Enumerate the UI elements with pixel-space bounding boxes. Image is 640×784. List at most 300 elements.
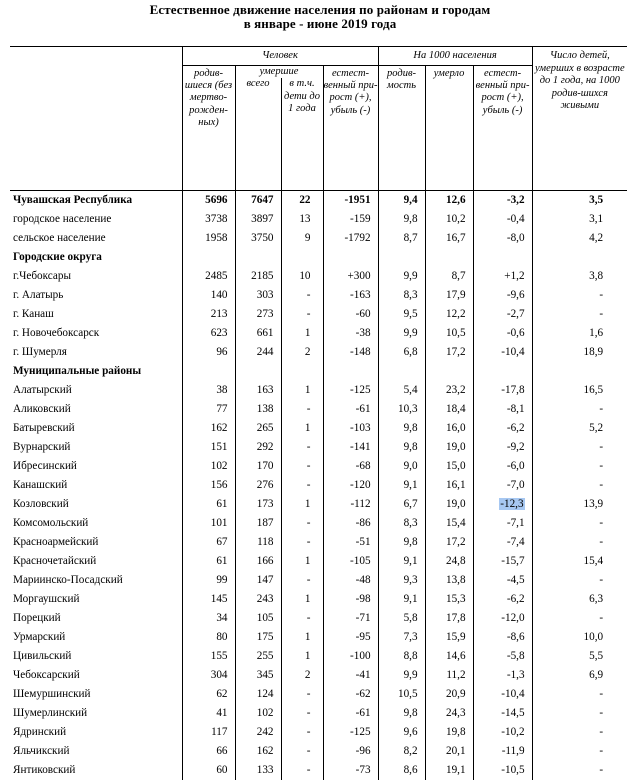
- cell-deaths: 163: [235, 381, 281, 400]
- table-row: [10, 229, 627, 248]
- cell-infants: -: [281, 609, 323, 628]
- table-row: [10, 514, 627, 533]
- row-label: г.Чебоксары: [13, 270, 71, 282]
- cell-im: 10,0: [532, 628, 627, 647]
- cell-deaths: 303: [235, 286, 281, 305]
- cell-nr: -1,3: [473, 666, 532, 685]
- cell-change: -61: [323, 704, 378, 723]
- row-label: Урмарский: [13, 631, 66, 643]
- cell-deaths: 243: [235, 590, 281, 609]
- cell-dr: 17,8: [425, 609, 473, 628]
- header-deaths-infants: в т.ч. дети до 1 года: [281, 78, 323, 190]
- table-row: [10, 666, 627, 685]
- header-per1000: На 1000 населения: [378, 47, 532, 66]
- cell-infants: 2: [281, 666, 323, 685]
- cell-born: 34: [182, 609, 235, 628]
- cell-infants: 10: [281, 267, 323, 286]
- row-label: Шемуршинский: [13, 688, 91, 700]
- cell-deaths: 292: [235, 438, 281, 457]
- cell-im: 15,4: [532, 552, 627, 571]
- cell-born: 99: [182, 571, 235, 590]
- cell-dr: 15,3: [425, 590, 473, 609]
- cell-im: 3,1: [532, 210, 627, 229]
- cell-change: -51: [323, 533, 378, 552]
- cell-born: 2485: [182, 267, 235, 286]
- cell-dr: 10,5: [425, 324, 473, 343]
- table-row: [10, 400, 627, 419]
- cell-deaths: 105: [235, 609, 281, 628]
- header-people: Человек: [182, 47, 378, 66]
- table-row: [10, 267, 627, 286]
- cell-im: -: [532, 742, 627, 761]
- header-natural-change: естест-венный при-рост (+), убыль (-): [323, 66, 378, 191]
- table-row: [10, 381, 627, 400]
- cell-nr: -3,2: [473, 191, 532, 210]
- cell-change: -141: [323, 438, 378, 457]
- cell-change: -120: [323, 476, 378, 495]
- cell-nr: -10,2: [473, 723, 532, 742]
- row-label: Шумерлинский: [13, 707, 88, 719]
- cell-nr: -5,8: [473, 647, 532, 666]
- cell-change: -1792: [323, 229, 378, 248]
- cell-nr: [473, 495, 532, 514]
- cell-br: 5,8: [378, 609, 425, 628]
- cell-nr: -0,6: [473, 324, 532, 343]
- cell-dr: 15,0: [425, 457, 473, 476]
- table-row: [10, 571, 627, 590]
- cell-deaths: 3897: [235, 210, 281, 229]
- cell-im: 6,3: [532, 590, 627, 609]
- cell-infants: 1: [281, 628, 323, 647]
- cell-change: -62: [323, 685, 378, 704]
- cell-born: 102: [182, 457, 235, 476]
- header-death-rate: умерло: [425, 66, 473, 191]
- cell-dr: 24,3: [425, 704, 473, 723]
- cell-deaths: 138: [235, 400, 281, 419]
- cell-change: -60: [323, 305, 378, 324]
- table-row: [10, 476, 627, 495]
- cell-deaths: 255: [235, 647, 281, 666]
- cell-br: 9,8: [378, 419, 425, 438]
- cell-br: 9,5: [378, 305, 425, 324]
- cell-dr: 15,9: [425, 628, 473, 647]
- header-deaths-total: всего: [235, 78, 281, 190]
- cell-im: 3,5: [532, 191, 627, 210]
- cell-change: -71: [323, 609, 378, 628]
- cell-im: -: [532, 305, 627, 324]
- cell-nr: -10,4: [473, 685, 532, 704]
- cell-br: 9,8: [378, 533, 425, 552]
- cell-nr: -10,5: [473, 761, 532, 780]
- cell-change: -38: [323, 324, 378, 343]
- table-row: [10, 761, 627, 780]
- cell-im: 4,2: [532, 229, 627, 248]
- cell-change: -105: [323, 552, 378, 571]
- cell-infants: 1: [281, 647, 323, 666]
- header-born: родив-шиеся (без мертво-рожден-ных): [182, 66, 235, 191]
- cell-born: 213: [182, 305, 235, 324]
- cell-born: 155: [182, 647, 235, 666]
- cell-change: -125: [323, 381, 378, 400]
- cell-change: -125: [323, 723, 378, 742]
- cell-change: -95: [323, 628, 378, 647]
- row-label: Алатырский: [13, 384, 72, 396]
- cell-nr: -0,4: [473, 210, 532, 229]
- cell-deaths: 273: [235, 305, 281, 324]
- row-label: Аликовский: [13, 403, 71, 415]
- cell-im: 5,2: [532, 419, 627, 438]
- cell-dr: 10,2: [425, 210, 473, 229]
- cell-born: 80: [182, 628, 235, 647]
- cell-born: 151: [182, 438, 235, 457]
- cell-br: 8,6: [378, 761, 425, 780]
- table-row: [10, 305, 627, 324]
- table-row: [10, 210, 627, 229]
- cell-dr: 12,2: [425, 305, 473, 324]
- cell-change: +300: [323, 267, 378, 286]
- cell-nr: -14,5: [473, 704, 532, 723]
- cell-im: -: [532, 609, 627, 628]
- cell-deaths: 265: [235, 419, 281, 438]
- header-infant-mortality: Число детей, умерших в возрасте до 1 года, на 1000 родив-шихся живыми: [532, 47, 627, 191]
- region-header: [10, 47, 182, 191]
- cell-infants: -: [281, 742, 323, 761]
- cell-im: -: [532, 685, 627, 704]
- cell-dr: 19,1: [425, 761, 473, 780]
- row-label: Яльчикский: [13, 745, 70, 757]
- selected-value-highlight[interactable]: -12,3: [500, 498, 524, 510]
- row-label: Моргаушский: [13, 593, 80, 605]
- cell-nr: -10,4: [473, 343, 532, 362]
- cell-nr: -7,0: [473, 476, 532, 495]
- row-label: сельское население: [13, 232, 106, 244]
- cell-dr: 16,0: [425, 419, 473, 438]
- cell-dr: 16,1: [425, 476, 473, 495]
- cell-deaths: 170: [235, 457, 281, 476]
- cell-im: -: [532, 571, 627, 590]
- cell-born: 145: [182, 590, 235, 609]
- cell-change: -98: [323, 590, 378, 609]
- cell-infants: 1: [281, 381, 323, 400]
- header-deaths: умершие: [235, 66, 323, 79]
- cell-br: 9,6: [378, 723, 425, 742]
- cell-nr: -12,0: [473, 609, 532, 628]
- cell-born: 5696: [182, 191, 235, 210]
- cell-infants: 2: [281, 343, 323, 362]
- cell-infants: -: [281, 533, 323, 552]
- population-table: [10, 46, 627, 780]
- row-label: г. Канаш: [13, 308, 54, 320]
- cell-nr: -7,4: [473, 533, 532, 552]
- cell-change: -86: [323, 514, 378, 533]
- cell-dr: 20,9: [425, 685, 473, 704]
- table-body: [10, 191, 627, 780]
- cell-deaths: 175: [235, 628, 281, 647]
- cell-dr: 12,6: [425, 191, 473, 210]
- cell-deaths: 276: [235, 476, 281, 495]
- cell-im: -: [532, 514, 627, 533]
- cell-infants: -: [281, 514, 323, 533]
- cell-br: 8,3: [378, 514, 425, 533]
- cell-deaths: 133: [235, 761, 281, 780]
- cell-dr: 19,0: [425, 438, 473, 457]
- section-header: [10, 248, 627, 267]
- cell-deaths: 2185: [235, 267, 281, 286]
- cell-born: 101: [182, 514, 235, 533]
- table-row: [10, 533, 627, 552]
- section-header: [10, 362, 627, 381]
- cell-im: -: [532, 723, 627, 742]
- cell-dr: 16,7: [425, 229, 473, 248]
- cell-born: 60: [182, 761, 235, 780]
- cell-deaths: 173: [235, 495, 281, 514]
- cell-deaths: 242: [235, 723, 281, 742]
- cell-infants: -: [281, 476, 323, 495]
- cell-br: 9,3: [378, 571, 425, 590]
- cell-born: 140: [182, 286, 235, 305]
- table-row: [10, 495, 627, 514]
- cell-im: 1,6: [532, 324, 627, 343]
- cell-born: 117: [182, 723, 235, 742]
- cell-nr: -8,6: [473, 628, 532, 647]
- cell-im: -: [532, 704, 627, 723]
- cell-dr: 14,6: [425, 647, 473, 666]
- cell-deaths: 244: [235, 343, 281, 362]
- table-row: [10, 438, 627, 457]
- cell-dr: 19,8: [425, 723, 473, 742]
- cell-deaths: 661: [235, 324, 281, 343]
- table-row: [10, 628, 627, 647]
- cell-deaths: 7647: [235, 191, 281, 210]
- table-row: [10, 457, 627, 476]
- cell-infants: -: [281, 723, 323, 742]
- cell-im: -: [532, 400, 627, 419]
- cell-dr: 15,4: [425, 514, 473, 533]
- table-row: [10, 343, 627, 362]
- row-label: Вурнарский: [13, 441, 71, 453]
- table-row: [10, 552, 627, 571]
- cell-infants: 1: [281, 590, 323, 609]
- cell-nr: -17,8: [473, 381, 532, 400]
- cell-change: -48: [323, 571, 378, 590]
- cell-im: 3,8: [532, 267, 627, 286]
- cell-infants: -: [281, 305, 323, 324]
- cell-dr: 24,8: [425, 552, 473, 571]
- cell-nr: -2,7: [473, 305, 532, 324]
- row-label: г. Новочебоксарск: [13, 327, 100, 339]
- cell-born: 3738: [182, 210, 235, 229]
- cell-br: 9,1: [378, 476, 425, 495]
- row-label: Канашский: [13, 479, 68, 491]
- cell-br: 10,3: [378, 400, 425, 419]
- row-label: Янтиковский: [13, 764, 76, 776]
- cell-dr: 20,1: [425, 742, 473, 761]
- table-row: [10, 590, 627, 609]
- cell-deaths: 102: [235, 704, 281, 723]
- cell-dr: 13,8: [425, 571, 473, 590]
- cell-im: -: [532, 457, 627, 476]
- cell-dr: 18,4: [425, 400, 473, 419]
- cell-change: -1951: [323, 191, 378, 210]
- cell-change: -68: [323, 457, 378, 476]
- cell-infants: -: [281, 438, 323, 457]
- cell-born: 41: [182, 704, 235, 723]
- cell-dr: 23,2: [425, 381, 473, 400]
- cell-nr: -8,0: [473, 229, 532, 248]
- cell-nr: -11,9: [473, 742, 532, 761]
- cell-im: -: [532, 286, 627, 305]
- cell-born: 67: [182, 533, 235, 552]
- cell-br: 6,8: [378, 343, 425, 362]
- table-row: [10, 723, 627, 742]
- title-line-1: Естественное движение населения по районам и городам: [149, 2, 491, 17]
- cell-born: 304: [182, 666, 235, 685]
- cell-deaths: 118: [235, 533, 281, 552]
- cell-infants: 1: [281, 324, 323, 343]
- cell-change: -159: [323, 210, 378, 229]
- cell-nr: -6,2: [473, 419, 532, 438]
- table-row: [10, 685, 627, 704]
- table-row: [10, 704, 627, 723]
- row-label: Ибресинский: [13, 460, 77, 472]
- cell-im: 16,5: [532, 381, 627, 400]
- row-label: Цивильский: [13, 650, 72, 662]
- cell-deaths: 147: [235, 571, 281, 590]
- cell-infants: 9: [281, 229, 323, 248]
- cell-change: -148: [323, 343, 378, 362]
- cell-born: 156: [182, 476, 235, 495]
- row-label: Чувашская Республика: [10, 191, 182, 210]
- table-row: [10, 324, 627, 343]
- cell-deaths: 124: [235, 685, 281, 704]
- cell-deaths: 162: [235, 742, 281, 761]
- cell-infants: 1: [281, 495, 323, 514]
- cell-br: 9,9: [378, 267, 425, 286]
- cell-infants: 13: [281, 210, 323, 229]
- cell-dr: 17,9: [425, 286, 473, 305]
- header-natural-rate: естест-венный при-рост (+), убыль (-): [473, 66, 532, 191]
- cell-br: 9,1: [378, 552, 425, 571]
- title-line-2: в январе - июне 2019 года: [243, 16, 397, 31]
- row-label: Комсомольский: [13, 517, 89, 529]
- table-row: [10, 286, 627, 305]
- cell-dr: 11,2: [425, 666, 473, 685]
- table-row: [10, 647, 627, 666]
- cell-infants: 1: [281, 419, 323, 438]
- cell-nr: -4,5: [473, 571, 532, 590]
- cell-change: -96: [323, 742, 378, 761]
- cell-dr: 17,2: [425, 343, 473, 362]
- cell-born: 38: [182, 381, 235, 400]
- row-label: Красночетайский: [13, 555, 97, 567]
- cell-deaths: 3750: [235, 229, 281, 248]
- cell-im: 18,9: [532, 343, 627, 362]
- cell-im: 6,9: [532, 666, 627, 685]
- cell-br: 9,8: [378, 438, 425, 457]
- row-label: Чебоксарский: [13, 669, 80, 681]
- row-label: Козловский: [13, 498, 69, 510]
- cell-br: 9,1: [378, 590, 425, 609]
- cell-deaths: 345: [235, 666, 281, 685]
- cell-change: -103: [323, 419, 378, 438]
- cell-im: -: [532, 476, 627, 495]
- cell-br: 9,9: [378, 666, 425, 685]
- cell-im: 5,5: [532, 647, 627, 666]
- cell-br: 7,3: [378, 628, 425, 647]
- header-birth-rate: родив-мость: [378, 66, 425, 191]
- row-label: Ядринский: [13, 726, 67, 738]
- cell-born: 162: [182, 419, 235, 438]
- row-label: Порецкий: [13, 612, 61, 624]
- cell-infants: -: [281, 571, 323, 590]
- cell-br: 10,5: [378, 685, 425, 704]
- cell-br: 8,8: [378, 647, 425, 666]
- cell-br: 8,3: [378, 286, 425, 305]
- section-title: Городские округа: [13, 251, 102, 263]
- cell-born: 66: [182, 742, 235, 761]
- cell-deaths: 187: [235, 514, 281, 533]
- cell-nr: -9,6: [473, 286, 532, 305]
- cell-born: 1958: [182, 229, 235, 248]
- document-title: [0, 0, 640, 31]
- cell-change: -100: [323, 647, 378, 666]
- cell-nr: -15,7: [473, 552, 532, 571]
- cell-br: 9,4: [378, 191, 425, 210]
- row-label: г. Шумерля: [13, 346, 67, 358]
- cell-infants: -: [281, 286, 323, 305]
- cell-born: 61: [182, 495, 235, 514]
- cell-born: 77: [182, 400, 235, 419]
- cell-nr: -6,0: [473, 457, 532, 476]
- cell-infants: -: [281, 761, 323, 780]
- cell-br: 6,7: [378, 495, 425, 514]
- cell-change: -73: [323, 761, 378, 780]
- row-label: г. Алатырь: [13, 289, 64, 301]
- cell-infants: -: [281, 685, 323, 704]
- cell-born: 623: [182, 324, 235, 343]
- row-label: Батыревский: [13, 422, 75, 434]
- cell-dr: 19,0: [425, 495, 473, 514]
- cell-born: 96: [182, 343, 235, 362]
- cell-nr: -8,1: [473, 400, 532, 419]
- cell-im: -: [532, 533, 627, 552]
- table-row: [10, 609, 627, 628]
- cell-im: -: [532, 438, 627, 457]
- cell-infants: -: [281, 400, 323, 419]
- cell-br: 8,7: [378, 229, 425, 248]
- cell-br: 9,0: [378, 457, 425, 476]
- cell-br: 9,8: [378, 210, 425, 229]
- cell-im: 13,9: [532, 495, 627, 514]
- table-row: [10, 742, 627, 761]
- cell-deaths: 166: [235, 552, 281, 571]
- cell-nr: -9,2: [473, 438, 532, 457]
- cell-infants: 1: [281, 552, 323, 571]
- cell-br: 9,9: [378, 324, 425, 343]
- cell-dr: 17,2: [425, 533, 473, 552]
- cell-born: 61: [182, 552, 235, 571]
- cell-dr: 8,7: [425, 267, 473, 286]
- cell-br: 9,8: [378, 704, 425, 723]
- cell-br: 5,4: [378, 381, 425, 400]
- row-label: Мариинско-Посадский: [13, 574, 123, 586]
- cell-nr: -6,2: [473, 590, 532, 609]
- table-row: [10, 419, 627, 438]
- table-row: [10, 191, 627, 210]
- cell-nr: +1,2: [473, 267, 532, 286]
- cell-change: -41: [323, 666, 378, 685]
- cell-infants: -: [281, 704, 323, 723]
